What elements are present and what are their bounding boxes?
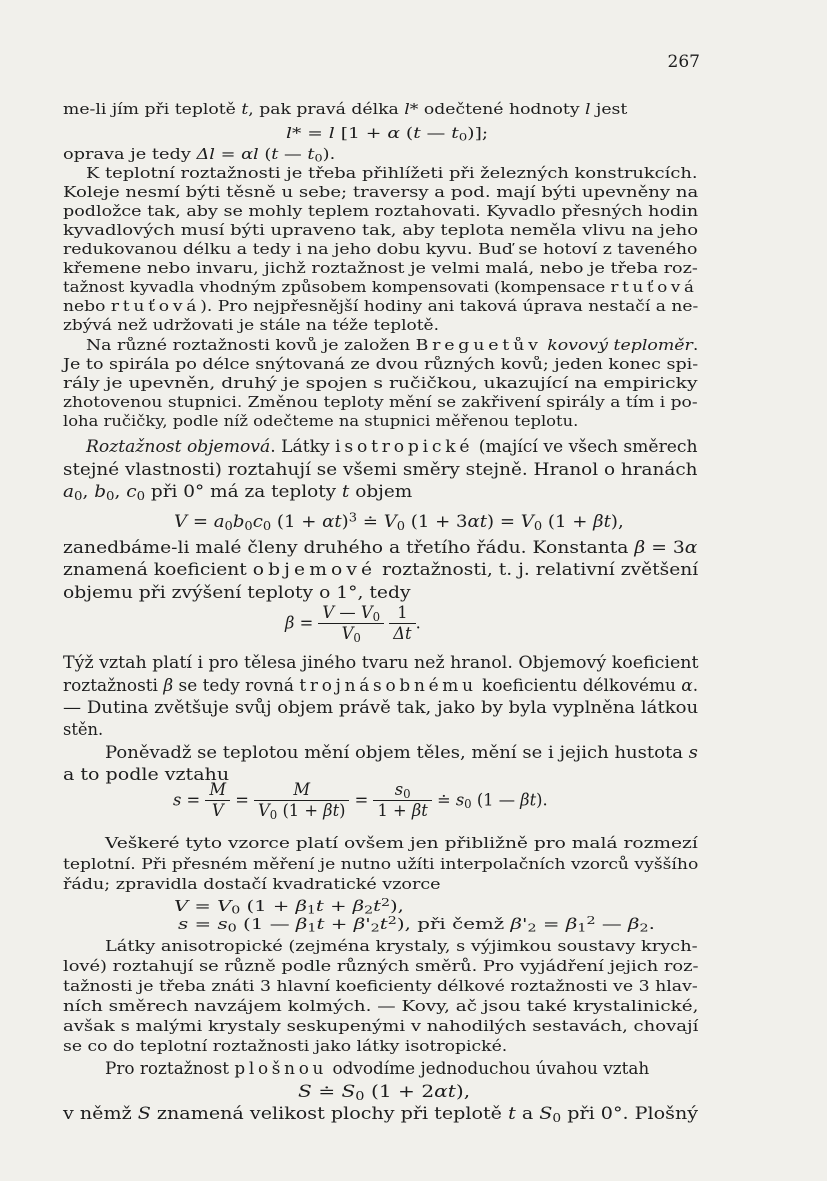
- text-line: Je to spirála po délce snýtovaná ze dvou různých kovů; jeden konec spi-: [63, 356, 699, 373]
- text-line: stejné vlastnosti) roztahují se všemi směry stejně. Hranol o hranách: [63, 460, 698, 479]
- equation: l* = l [1 + α (t — $t_0$)];: [286, 125, 489, 144]
- text-line: — Dutina zvětšuje svůj objem právě tak, jako by byla vyplněna látkou: [63, 698, 699, 717]
- text-line: nebo rtuťová). Pro nejpřesnější hodiny ani taková úprava nestačí a ne-: [63, 298, 699, 315]
- equation: $V = V_0$ $(1 + \beta_1t + \beta_2t^2)$,: [174, 896, 404, 917]
- text-line: ních směrech navzájem kolmých. — Kovy, ač jsou také krystalinické,: [63, 997, 699, 1015]
- text-line: zanedbáme-li malé členy druhého a třetího řádu. Konstanta β = 3α: [63, 538, 698, 557]
- text-line: Týž vztah platí i pro tělesa jiného tvaru než hranol. Objemový koeficient: [63, 653, 699, 672]
- equation: S ≐ $S_0$ (1 + 2αt),: [298, 1082, 471, 1103]
- text-line: Na různé roztažnosti kovů je založen Breguetův kovový teploměr.: [86, 337, 699, 354]
- text-line: Látky anisotropické (zejména krystaly, s výjimkou soustavy krych-: [105, 937, 698, 955]
- section-heading-line: Roztažnost objemová. Látky isotropické (mající ve všech směrech: [86, 437, 698, 456]
- text-line: lové) roztahují se různě podle různých směrů. Pro vyjádření jejich roz-: [63, 957, 699, 975]
- text-line: loha ručičky, podle níž odečteme na stupnici měřenou teplotu.: [63, 413, 579, 430]
- text-line: Koleje nesmí býti těsně u sebe; traversy a pod. mají býti upevněny na: [63, 184, 699, 201]
- text-line: kyvadlových musí býti upraveno tak, aby teplota neměla vlivu na jeho: [63, 222, 699, 239]
- equation: $s = s_0$ (1 — $\beta_1t + \beta'_2t^2$), při čemž $\beta'_2 = \beta_1^2$ — $\beta_2$.: [178, 914, 655, 935]
- text-line: podložce tak, aby se mohly teplem roztahovati. Kyvadlo přesných hodin: [63, 203, 699, 220]
- equation: s = $\frac{M}{V}$ = $\frac{M}{V_0 (1 + \beta t)}$ = $\frac{s_0}{1 + \beta t}$ ≐ $s_0$ (1 — βt).: [173, 780, 548, 823]
- text-line: Veškeré tyto vzorce platí ovšem jen přibližně pro malá rozmezí: [105, 834, 698, 852]
- text-line: křemene nebo invaru, jichž roztažnost je velmi malá, nebo je třeba roz-: [63, 260, 698, 277]
- page-number: 267: [667, 52, 700, 72]
- text-line: se co do teplotní roztažnosti jako látky isotropické.: [63, 1037, 508, 1055]
- text-line: roztažnosti β se tedy rovná trojnásobnému koeficientu délkovému α.: [63, 676, 699, 695]
- text-line: objemu při zvýšení teploty o 1°, tedy: [63, 583, 411, 602]
- text-line: Poněvadž se teplotou mění objem těles, mění se i jejich hustota s: [105, 743, 698, 762]
- text-line: $a_0$, $b_0$, $c_0$ při 0° má za teploty t objem: [63, 482, 413, 503]
- equation: β = $\frac{V — V_0}{V_0}$ $\frac{1}{\Delta t}$ .: [285, 603, 421, 646]
- text-line: avšak s malými krystaly seskupenými v nahodilých sestavách, chovají: [63, 1017, 699, 1035]
- text-line: tažnosti je třeba znáti 3 hlavní koeficienty délkové roztažnosti ve 3 hlav-: [63, 977, 698, 995]
- equation: $V = a_0b_0c_0$ $(1 + \alpha t)^3$ ≐ $V_0$ $(1 + 3\alpha t) = V_0$ (1 + βt),: [174, 510, 624, 533]
- text-line: zbývá než udržovati je stále na téže teplotě.: [63, 317, 439, 334]
- text-line: a to podle vztahu: [63, 765, 230, 784]
- text-line: K teplotní roztažnosti je třeba přihlížeti při železných konstrukcích.: [86, 165, 698, 182]
- text-line: me-li jím při teplotě t, pak pravá délka l* odečtené hodnoty l jest: [63, 101, 628, 118]
- text-line: oprava je tedy Δl = αl (t — $t_0$).: [63, 146, 336, 165]
- text-line: zhotovenou stupnici. Změnou teploty mění se zakřivení spirály a tím i po-: [63, 394, 698, 411]
- text-line: tažnost kyvadla vhodným způsobem kompensovati (kompensace rtuťová: [63, 279, 698, 296]
- text-line: stěn.: [63, 720, 104, 739]
- text-line: teplotní. Při přesném měření je nutno užíti interpolačních vzorců vyššího: [63, 855, 699, 873]
- text-line: rály je upevněn, druhý je spojen s ručičkou, ukazující na empiricky: [63, 375, 698, 392]
- text-line: Pro roztažnost plošnou odvodíme jednoduchou úvahou vztah: [105, 1059, 650, 1078]
- text-line: řádu; zpravidla dostačí kvadratické vzorce: [63, 875, 441, 893]
- text-line: znamená koeficient objemové roztažnosti, t. j. relativní zvětšení: [63, 560, 699, 579]
- text-line: v němž S znamená velikost plochy při teplotě t a $S_0$ při 0°. Plošný: [63, 1104, 699, 1125]
- text-line: redukovanou délku a tedy i na jeho dobu kyvu. Buď se hotoví z taveného: [63, 241, 698, 258]
